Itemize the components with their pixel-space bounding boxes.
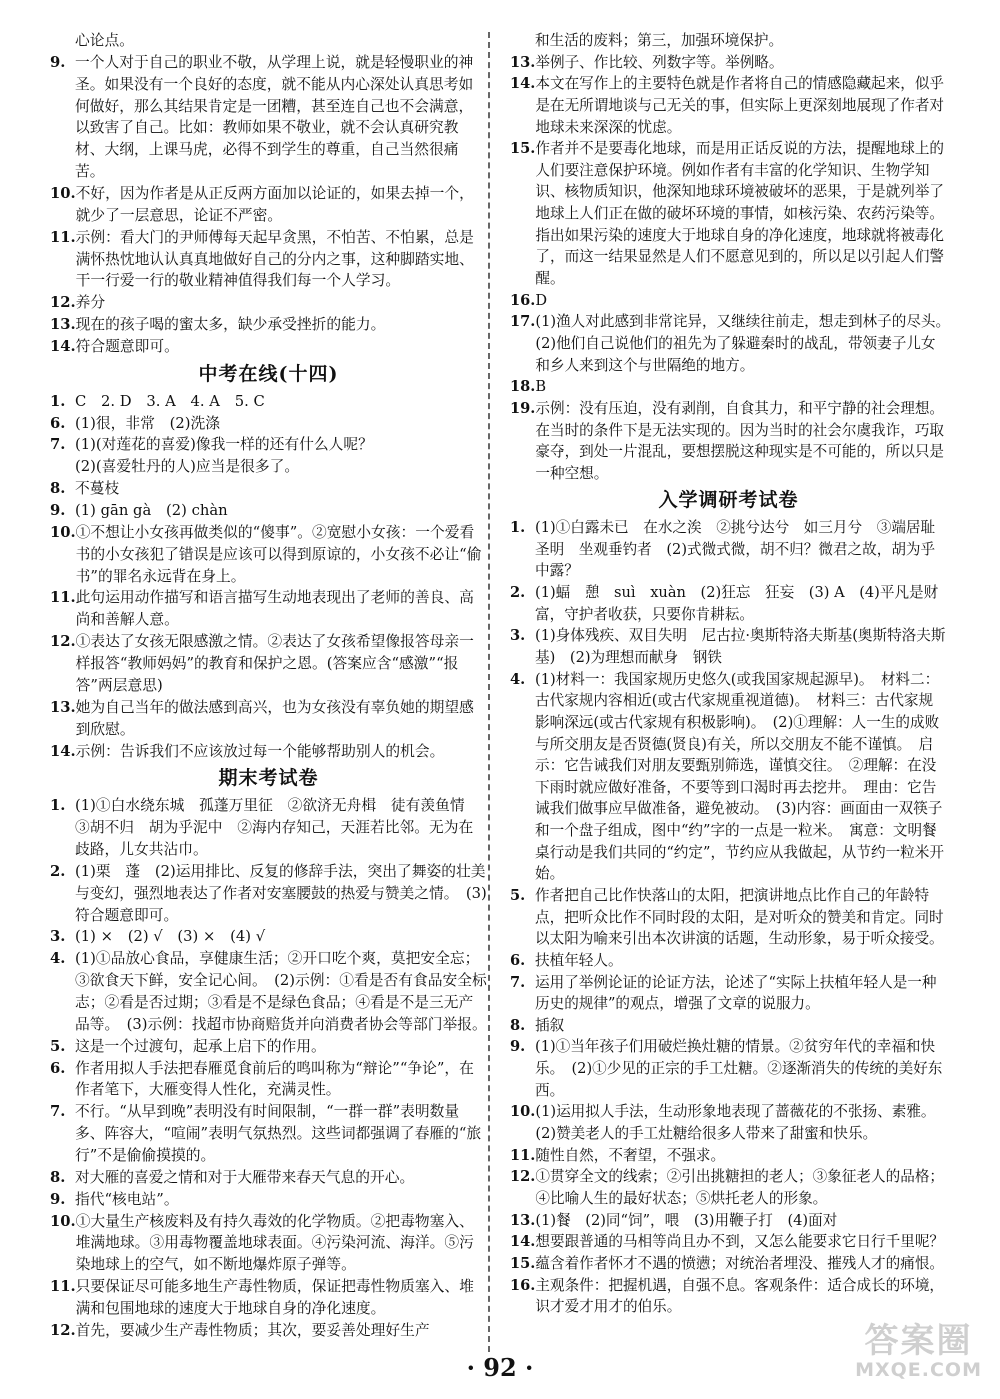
answer-item xyxy=(50,1101,487,1167)
question-number: 12. xyxy=(510,1168,536,1186)
answer-text: 现在的孩子喝的蜜太多，缺少承受挫折的能力。 xyxy=(75,316,386,334)
answer-text: 不行。“从早到晚”表明没有时间限制，“一群一群”表明数量多、阵容大，“喧闹”表明气氛热烈。这些词都强调了春雁的“旅行”不是偷偷摸摸的。 xyxy=(75,1103,482,1164)
answer-item xyxy=(510,290,947,312)
question-number: 13. xyxy=(510,53,536,71)
answer-text: 她为自己当年的做法感到高兴，也为女孩没有辜负她的期望感到欣慰。 xyxy=(75,698,474,738)
answer-item xyxy=(510,1231,947,1253)
section-heading: 中考在线(十四) xyxy=(198,362,339,385)
answer-continuation: 心论点。 xyxy=(75,32,134,49)
answer-item xyxy=(50,434,487,456)
question-number: 5. xyxy=(510,886,526,904)
answer-item xyxy=(50,314,487,336)
answer-item xyxy=(50,227,487,293)
answer-text: (1)蝠 憩 suì xuàn (2)狂忘 狂妄 (3) A (4)平凡是财富，守护者收获，只要你肯耕耘。 xyxy=(535,584,939,623)
question-number: 4. xyxy=(50,950,66,968)
question-number: 13. xyxy=(50,698,76,716)
answer-text: 一个人对于自己的职业不敬，从学理上说，就是轻慢职业的神圣。如果没有一个良好的态度，就不能从内心深处认真思考如何做好，那么其结果肯定是一团糟，甚至连自己也不会满意，以致害了自己。比如：教师如果不敬业，就不会认真研究教材、大纲，上课马虎，必得不到学生的尊重，自己当然很痛苦。 xyxy=(75,53,474,181)
question-number: 11. xyxy=(50,1278,76,1296)
answer-item xyxy=(50,500,487,522)
answer-item xyxy=(510,1101,947,1144)
answer-text: 只要保证尽可能多地生产毒性物质，保证把毒性物质塞入、堆满和包围地球的速度大于地球自身的净化速度。 xyxy=(75,1278,474,1317)
answer-text: 示例：告诉我们不应该放过每一个能够帮助别人的机会。 xyxy=(75,742,445,760)
answer-item xyxy=(510,885,947,950)
question-number: 12. xyxy=(50,294,76,312)
answer-text: (1)运用拟人手法，生动形象地表现了蔷薇花的不张扬、素雅。 (2)赞美老人的手工灶糖给很多人带来了甜蜜和快乐。 xyxy=(535,1103,943,1143)
answer-item xyxy=(50,1058,487,1102)
answer-text: 想要跟普通的马相等尚且办不到，又怎么能要求它日行千里呢？ xyxy=(535,1233,945,1251)
answer-item xyxy=(510,1036,947,1101)
question-number: 8. xyxy=(510,1016,526,1034)
answer-item xyxy=(510,311,958,376)
answer-text: (1)身体残疾、双目失明 尼古拉·奥斯特洛夫斯基(奥斯特洛夫斯基) (2)为理想而献身 钢铁 xyxy=(535,627,946,666)
question-number: 11. xyxy=(50,228,76,246)
answer-text: C 2. D 3. A 4. A 5. C xyxy=(75,392,265,410)
answer-item xyxy=(510,1166,947,1209)
answer-text: 本文在写作上的主要特色就是作者将自己的情感隐藏起来，似乎是在无所谓地谈与己无关的事，但实际上更深刻地展现了作者对地球未来深深的忧虑。 xyxy=(535,75,945,136)
answer-text: (1)材料一：我国家规历史悠久(或我国家规起源早)。 材料二：古代家规内容相近(或古代家规重视道德)。 材料三：古代家规影响深远(或古代家规有积极影响)。 (2)①理解：人一生的成败与所交朋友是否贤德(贤良)有关，所以交朋友不能不谨慎。 启示：它告诫我们对朋友要甄别筛选，谨慎交往。 ②理解：在没下雨时就应做好准备，不要等到口渴时再去挖井。 理由：它告诫我们做事应早做准备，避免被动。 (3)内容：画面由一双筷子和一个盘子组成，图中“约”字的一点是一粒米。 寓意：文明餐桌行动是我们共同的“约定”，节约应从我做起，从节约一粒米开始。 xyxy=(535,670,944,883)
question-number: 4. xyxy=(510,670,526,688)
answer-text: (1)①白露未已 在水之涘 ②挑兮达兮 如三月兮 ③端居耻圣明 坐观垂钓者 (2)式微式微，胡不归？微君之故，胡为乎中露？ xyxy=(535,519,936,580)
question-number: 16. xyxy=(510,1276,536,1294)
right-column xyxy=(510,30,958,1318)
answer-item xyxy=(50,391,487,413)
question-number: 1. xyxy=(510,519,526,537)
question-number: 11. xyxy=(510,1146,536,1164)
question-number: 5. xyxy=(50,1037,66,1055)
question-number: 10. xyxy=(50,1212,76,1230)
question-number: 9. xyxy=(50,502,66,520)
answer-item xyxy=(510,398,947,485)
answer-text: B xyxy=(535,378,547,396)
answer-text: 对大雁的喜爱之情和对于大雁带来春天气息的开心。 xyxy=(75,1168,415,1186)
answer-text: 不好，因为作者是从正反两方面加以论证的，如果去掉一个，就少了一层意思，论证不严密。 xyxy=(75,185,474,224)
answer-item xyxy=(50,948,487,1035)
answer-item xyxy=(50,1320,487,1342)
question-number: 17. xyxy=(510,313,536,331)
question-number: 18. xyxy=(510,378,536,396)
answer-item xyxy=(50,795,487,861)
answer-text: 首先，要减少生产毒性物质；其次，要妥善处理好生产 xyxy=(75,1321,430,1339)
question-number: 10. xyxy=(50,185,76,203)
question-number: 7. xyxy=(50,1103,66,1121)
answer-item xyxy=(50,522,487,588)
answer-text: 此句运用动作描写和语言描写生动地表现出了老师的善良、高尚和善解人意。 xyxy=(75,589,474,629)
answer-text: (1)①品放心食品，享健康生活；②开口吃个爽，莫把安全忘；③欲食天下鲜，安全记心间。 (2)示例：①看是否有食品安全标志；②看是否过期；③看是不是绿色食品；④看是不是三无产品等。 (3)示例：找超市协商赔货并向消费者协会等部门举报。 xyxy=(75,950,487,1033)
answer-item xyxy=(50,1211,487,1277)
answer-text: D xyxy=(535,291,548,309)
question-number: 1. xyxy=(50,392,66,410)
answer-text: 作者并不是要毒化地球，而是用正话反说的方法，提醒地球上的人们要注意保护环境。例如作者有丰富的化学知识、生物学知识、核物质知识，他深知地球环境被破坏的恶果，于是就列举了地球上人们正在做的破坏环境的事情，如核污染、农药污染等。指出如果污染的速度大于地球自身的净化速度，地球就将被毒化了，而这一结果显然是人们不愿意见到的，所以足以引起人们警醒。 xyxy=(535,140,945,288)
answer-item xyxy=(510,950,947,972)
question-number: 8. xyxy=(50,480,66,498)
answer-text: 示例：看大门的尹师傅每天起早贪黑，不怕苦、不怕累，总是满怀热忱地认认真真地做好自己的分内之事，这种脚踏实地、干一行爱一行的敬业精神值得我们每一个人学习。 xyxy=(75,228,474,290)
page-number: · 92 · xyxy=(466,1353,534,1382)
answer-text: (1)(对莲花的喜爱)像我一样的还有什么人呢？ xyxy=(75,436,373,454)
answer-item xyxy=(510,1015,947,1037)
question-number: 15. xyxy=(510,1254,536,1272)
question-number: 3. xyxy=(50,928,66,946)
watermark-logo: 答案圈 MXQE.COM xyxy=(855,1320,982,1382)
answer-item xyxy=(50,1276,487,1320)
answer-item xyxy=(50,741,487,763)
answer-item xyxy=(510,1145,947,1167)
question-number: 7. xyxy=(50,436,66,454)
answer-item xyxy=(50,587,487,631)
question-number: 11. xyxy=(50,589,76,607)
question-number: 3. xyxy=(510,627,526,645)
answer-item xyxy=(510,73,947,138)
answer-item xyxy=(50,336,487,358)
question-number: 16. xyxy=(510,291,536,309)
answer-item xyxy=(510,138,947,289)
answer-item xyxy=(50,861,487,927)
left-column xyxy=(50,30,487,1342)
answer-text: 指代“核电站”。 xyxy=(75,1190,179,1208)
answer-text: (1)①当年孩子们用破烂换灶糖的情景。②贫穷年代的幸福和快乐。 (2)①少见的正宗的手工灶糖。②逐渐消失的传统的美好东西。 xyxy=(535,1038,943,1099)
answer-item xyxy=(510,376,947,398)
answer-item xyxy=(510,582,947,625)
answer-item xyxy=(50,926,487,948)
answer-item xyxy=(510,1210,947,1232)
question-number: 9. xyxy=(510,1038,526,1056)
question-number: 9. xyxy=(50,1190,66,1208)
answer-text: 扶植年轻人。 xyxy=(535,951,623,969)
answer-text: 符合题意即可。 xyxy=(75,338,179,356)
answer-item xyxy=(50,292,487,314)
answer-item xyxy=(510,669,947,885)
section-heading: 期末考试卷 xyxy=(218,767,319,790)
answer-item xyxy=(510,1275,947,1318)
question-number: 14. xyxy=(50,742,76,760)
question-number: 12. xyxy=(50,633,76,651)
answer-text: (1) × (2) √ (3) × (4) √ xyxy=(75,928,266,946)
answer-item xyxy=(510,625,947,668)
answer-text: ①不想让小女孩再做类似的“傻事”。②宽慰小女孩：一个爱看书的小女孩犯了错误是应该可以得到原谅的，小女孩不必让“偷书”的罪名永远背在身上。 xyxy=(75,523,482,585)
answer-text: 插叙 xyxy=(535,1016,565,1034)
answer-item xyxy=(50,1167,487,1189)
answer-text: 举例子、作比较、列数字等。举例略。 xyxy=(535,53,784,71)
question-number: 12. xyxy=(50,1321,76,1339)
answer-continuation: (2)(喜爱牡丹的人)应当是很多了。 xyxy=(75,458,300,476)
answer-text: 示例：没有压迫，没有剥削，自食其力，和平宁静的社会理想。在当时的条件下是无法实现的。因为当时的社会尔虞我诈，巧取豪夺，到处一片混乱，要想摆脱这种现实是不可能的，所以只是一种空想。 xyxy=(535,399,945,482)
question-number: 2. xyxy=(510,584,526,602)
answer-item xyxy=(510,517,947,582)
answer-text: ①大量生产核废料及有持久毒效的化学物质。②把毒物塞入、堆满地球。③用毒物覆盖地球表面。④污染河流、海洋。⑤污染地球上的空气，如不断地爆炸原子弹等。 xyxy=(75,1212,474,1274)
question-number: 7. xyxy=(510,973,526,991)
answer-text: (1)很，非常 (2)洗涤 xyxy=(75,414,221,432)
question-number: 2. xyxy=(50,862,66,880)
answer-text: ①表达了女孩无限感激之情。②表达了女孩希望像报答母亲一样报答“教师妈妈”的教育和保护之恩。(答案应含“感激”“报答”两层意思) xyxy=(75,633,474,694)
question-number: 8. xyxy=(50,1168,66,1186)
question-number: 10. xyxy=(510,1103,536,1121)
column-divider xyxy=(488,32,490,1352)
answer-item xyxy=(50,52,487,183)
answer-item xyxy=(50,183,487,227)
answer-text: (1)①白水绕东城 孤蓬万里征 ②欲济无舟楫 徒有羡鱼情 ③胡不归 胡为乎泥中 ②海内存知己，天涯若比邻。无为在歧路，儿女共沾巾。 xyxy=(75,797,480,858)
question-number: 9. xyxy=(50,53,66,71)
answer-text: (1) gān gà (2) chàn xyxy=(75,502,228,520)
answer-text: 运用了举例论证的论证方法，论述了“实际上扶植年轻人是一种历史的规律”的观点，增强了文章的说服力。 xyxy=(535,973,937,1013)
question-number: 14. xyxy=(510,75,536,93)
answer-item xyxy=(50,413,487,435)
answer-text: 作者用拟人手法把春雁觅食前后的鸣叫称为“辩论”“争论”，在作者笔下，大雁变得人性化，充满灵性。 xyxy=(75,1059,474,1099)
question-number: 10. xyxy=(50,523,76,541)
question-number: 14. xyxy=(510,1233,536,1251)
question-number: 13. xyxy=(50,316,76,334)
question-number: 13. xyxy=(510,1211,536,1229)
answer-item xyxy=(50,631,487,697)
answer-item xyxy=(50,697,487,741)
question-number: 6. xyxy=(50,1059,66,1077)
answer-item xyxy=(50,478,487,500)
answer-text: (1)餐 (2)同“饲”，喂 (3)用鞭子打 (4)面对 xyxy=(535,1211,838,1229)
answer-text: 养分 xyxy=(75,294,106,312)
question-number: 1. xyxy=(50,797,66,815)
answer-text: (1)栗 蓬 (2)运用排比、反复的修辞手法，突出了舞姿的壮美与变幻，强烈地表达了作者对安塞腰鼓的热爱与赞美之情。 (3)符合题意即可。 xyxy=(75,862,487,924)
answer-text: 蕴含着作者怀才不遇的愤懑；对统治者埋没、摧残人才的痛恨。 xyxy=(535,1254,945,1272)
question-number: 19. xyxy=(510,399,536,417)
answer-item xyxy=(50,1189,487,1211)
answer-text: 作者把自己比作快落山的太阳，把演讲地点比作自己的年龄特点，把听众比作不同时段的太阳，是对听众的赞美和肯定。同时以太阳为喻来引出本次讲演的话题，生动形象，易于听众接受。 xyxy=(535,886,944,948)
answer-item xyxy=(510,52,947,74)
answer-text: 主观条件：把握机遇，自强不息。客观条件：适合成长的环境，识才爱才用才的伯乐。 xyxy=(535,1276,945,1316)
question-number: 15. xyxy=(510,140,536,158)
answer-text: ①贯穿全文的线索；②引出挑糖担的老人；③象征老人的品格；④比喻人生的最好状态；⑤烘托老人的形象。 xyxy=(535,1168,945,1207)
section-heading: 入学调研考试卷 xyxy=(658,489,799,512)
question-number: 6. xyxy=(510,951,526,969)
question-number: 14. xyxy=(50,338,76,356)
answer-item xyxy=(510,1253,947,1275)
question-number: 6. xyxy=(50,414,66,432)
answer-text: (1)渔人对此感到非常诧异，又继续往前走，想走到林子的尽头。 (2)他们自己说他们的祖先为了躲避秦时的战乱，带领妻子儿女和乡人来到这个与世隔绝的地方。 xyxy=(535,313,958,374)
answer-text: 不蔓枝 xyxy=(75,480,120,498)
answer-item xyxy=(510,972,947,1015)
answer-item xyxy=(50,1036,487,1058)
answer-text: 随性自然，不奢望，不强求。 xyxy=(535,1146,726,1164)
answer-text: 这是一个过渡句，起承上启下的作用。 xyxy=(75,1037,326,1055)
answer-continuation: 和生活的废料；第三，加强环境保护。 xyxy=(535,32,784,49)
